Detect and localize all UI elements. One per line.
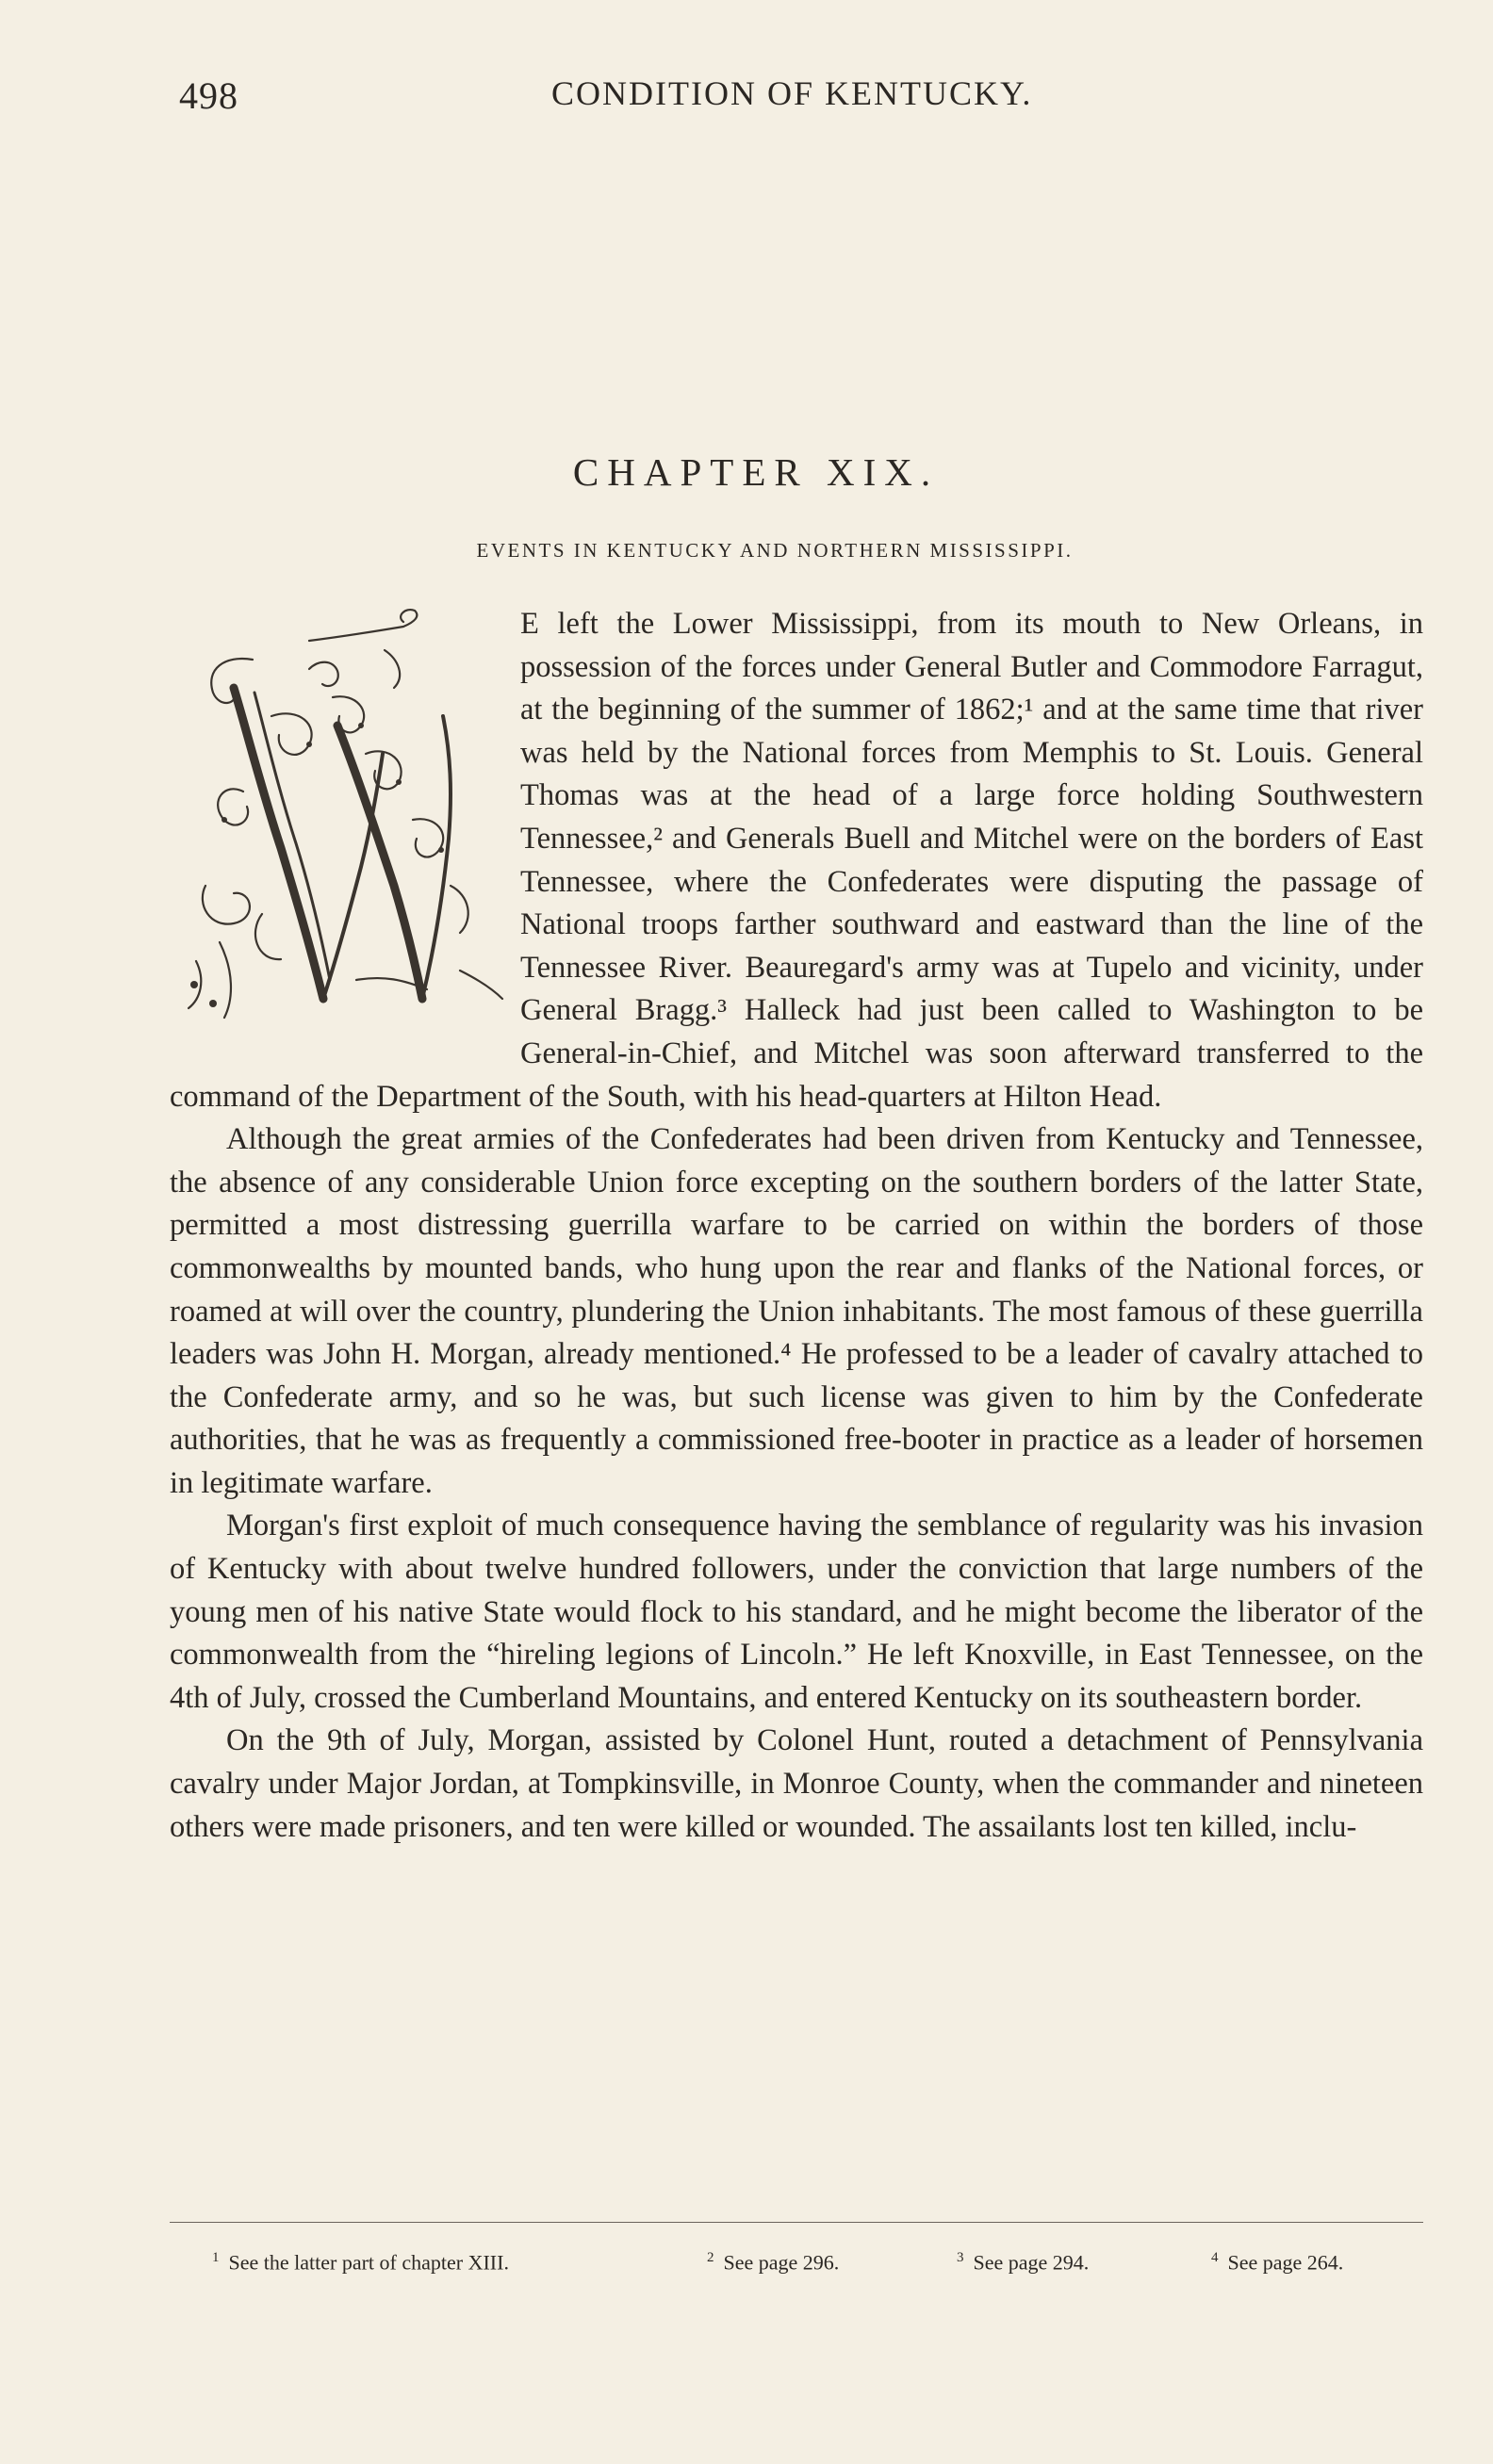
paragraph-2: Although the great armies of the Confederates had been driven from Kentucky and Tennessee, the absence of any considerable Union force excepting on the southern borders of the latter State, permitted a most distressing guerrilla warfare to be carried on within the borders of those commonwealths by mounted bands, who hung upon the rear and flanks of the National forces, or roamed at will over the country, plundering the Union inhabitants. The most famous of these guerrilla leaders was John H. Morgan, already mentioned.⁴ He professed to be a leader of cavalry attached to the Confederate army, and so he was, but such license was given to him by the Confederate authorities, that he was as frequently a commissioned free-booter in practice as a leader of horsemen in legitimate warfare. (170, 1122, 1423, 1500)
running-head (170, 66, 1352, 122)
footnote-text: See page 264. (1227, 2250, 1344, 2275)
footnote-text: See the latter part of chapter XIII. (228, 2250, 509, 2275)
footnote-mark: 3 (957, 2250, 964, 2265)
footnote-text: See page 296. (723, 2250, 840, 2275)
footnote-2 (707, 2250, 839, 2275)
footnote-text: See page 294. (973, 2250, 1090, 2275)
running-title: CONDITION OF KENTUCKY. (551, 74, 1033, 112)
footnote-mark: 2 (707, 2250, 714, 2265)
footnote-4 (1211, 2250, 1343, 2275)
chapter-body (170, 603, 1423, 1849)
paragraph-4: On the 9th of July, Morgan, assisted by Colonel Hunt, routed a detachment of Pennsylvania cavalry under Major Jordan, at Tompkinsville, in Monroe County, when the commander and nineteen others were made prisoners, and ten were killed or wounded. The assailants lost ten killed, inclu- (170, 1723, 1423, 1844)
chapter-subtitle: EVENTS IN KENTUCKY AND NORTHERN MISSISSIPPI. (476, 539, 1074, 562)
paragraph-1: E left the Lower Mississippi, from its mouth to New Orleans, in possession of the forces under General Butler and Commodore Farragut, at the beginning of the summer of 1862;¹ and at the same time that river was held by the National forces from Memphis to St. Louis. General Thomas was at the head of a large force holding Southwestern Tennessee,² and Generals Buell and Mitchel were on the borders of East Tennessee, where the Confederates were disputing the passage of National troops farther southward and eastward than the line of the Tennessee River. Beauregard's army was at Tupelo and vicinity, under General Bragg.³ Halleck had just been called to Washington to be General-in-Chief, and Mitchel was soon afterward transferred to the command of the Department of the South, with his head-quarters at Hilton Head. (170, 607, 1423, 1114)
chapter-title: CHAPTER XIX. (572, 450, 940, 494)
footnote-mark: 1 (212, 2250, 220, 2265)
footnote-mark: 4 (1211, 2250, 1219, 2265)
footnote-1 (212, 2250, 509, 2275)
footnotes (212, 2250, 1400, 2288)
decorated-initial-w-icon (168, 603, 507, 1036)
page-number: 498 (179, 74, 238, 117)
footnote-3 (957, 2250, 1089, 2275)
paragraph-3: Morgan's first exploit of much consequence having the semblance of regularity was his invasion of Kentucky with about twelve hundred followers, under the conviction that large numbers of the young men of his native State would flock to his standard, and he might become the liberator of the commonwealth from the “hireling legions of Lincoln.” He left Knoxville, in East Tennessee, on the 4th of July, crossed the Cumberland Mountains, and entered Kentucky on its southeastern border. (170, 1509, 1423, 1715)
footnote-divider (170, 2222, 1423, 2223)
